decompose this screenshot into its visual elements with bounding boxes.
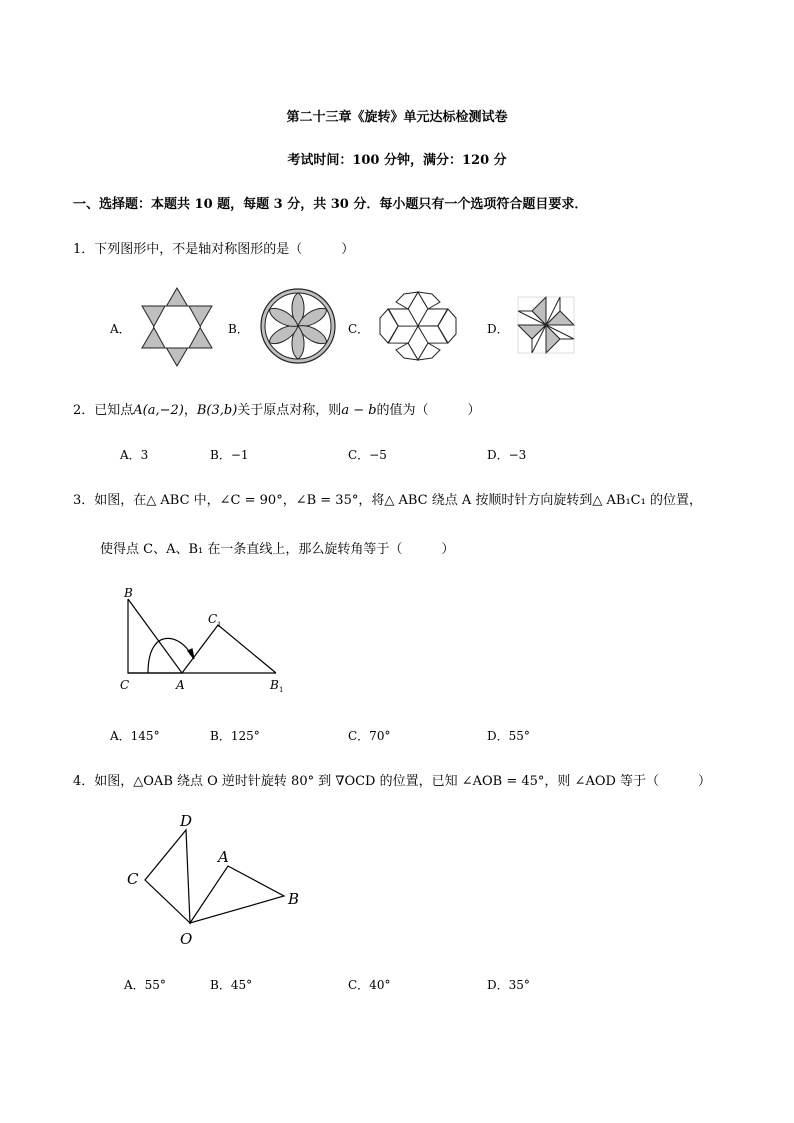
label-b: B: [124, 586, 133, 600]
rotation-triangle-figure: [118, 585, 298, 695]
label-c1: C: [208, 612, 218, 626]
q2-separator: ，: [183, 403, 197, 418]
q2-prefix: 2．已知点: [73, 403, 134, 418]
label-b1: B: [270, 678, 279, 692]
flower-circle-figure: [259, 287, 337, 365]
q2-point-b: B(3,b): [196, 403, 238, 418]
page-title: 第二十三章《旋转》单元达标检测试卷: [286, 110, 508, 125]
q1-option-c-label: C．: [348, 322, 370, 336]
label-c: C: [127, 870, 139, 888]
q2-option-c: C．−5: [348, 448, 387, 462]
label-b1-sub: 1: [279, 686, 284, 694]
q2-expression: a − b: [341, 403, 377, 418]
q2-option-a: A．3: [120, 448, 149, 462]
q3-option-b: B．125°: [210, 729, 260, 743]
q3-option-a: A．145°: [110, 729, 160, 743]
question-3-line-1: 3．如图，在△ ABC 中，∠C = 90°，∠B = 35°，将△ ABC 绕点 A 按顺时针方向旋转到△ AB₁C₁ 的位置，: [73, 493, 702, 508]
q4-option-b: B．45°: [210, 978, 253, 992]
q2-option-b: B．−1: [210, 448, 249, 462]
question-3-line-2: 使得点 C、A、B₁ 在一条直线上，那么旋转角等于（ ）: [100, 542, 455, 557]
exam-info: 考试时间：100 分钟，满分：120 分: [287, 153, 507, 168]
q4-option-d: D．35°: [487, 978, 530, 992]
q2-end-text: 的值为（ ）: [376, 403, 481, 418]
q3-option-d: D．55°: [487, 729, 530, 743]
label-c1-sub: 1: [217, 621, 222, 629]
q1-option-b-label: B．: [228, 322, 249, 336]
label-b: B: [288, 890, 300, 908]
q2-point-a: A(a,−2): [133, 403, 184, 418]
question-4-text: 4．如图，△OAB 绕点 O 逆时针旋转 80° 到 ∇OCD 的位置，已知 ∠AOB = 45°，则 ∠AOD 等于（ ）: [73, 774, 712, 789]
q1-option-d-label: D．: [487, 322, 509, 336]
label-c: C: [120, 678, 130, 692]
q4-option-c: C．40°: [348, 978, 391, 992]
q1-option-a-label: A．: [110, 322, 131, 336]
q2-option-d: D．−3: [487, 448, 527, 462]
hexagon-rhombus-figure: [378, 292, 458, 360]
label-a: A: [176, 678, 185, 692]
section-heading: 一、选择题：本题共 10 题，每题 3 分，共 30 分．每小题只有一个选项符合题目要求．: [73, 197, 588, 212]
question-2-text: [73, 399, 481, 418]
q4-option-a: A．55°: [124, 978, 166, 992]
label-a: A: [218, 848, 229, 866]
label-o: O: [180, 930, 193, 948]
pinwheel-figure: [518, 297, 574, 353]
rotation-oab-figure: [124, 808, 314, 948]
label-d: D: [180, 812, 193, 830]
q2-mid-text: 关于原点对称，则: [237, 403, 342, 418]
question-1-text: 1．下列图形中，不是轴对称图形的是（ ）: [73, 242, 355, 257]
star-of-david-figure: [140, 286, 214, 368]
q3-option-c: C．70°: [348, 729, 391, 743]
